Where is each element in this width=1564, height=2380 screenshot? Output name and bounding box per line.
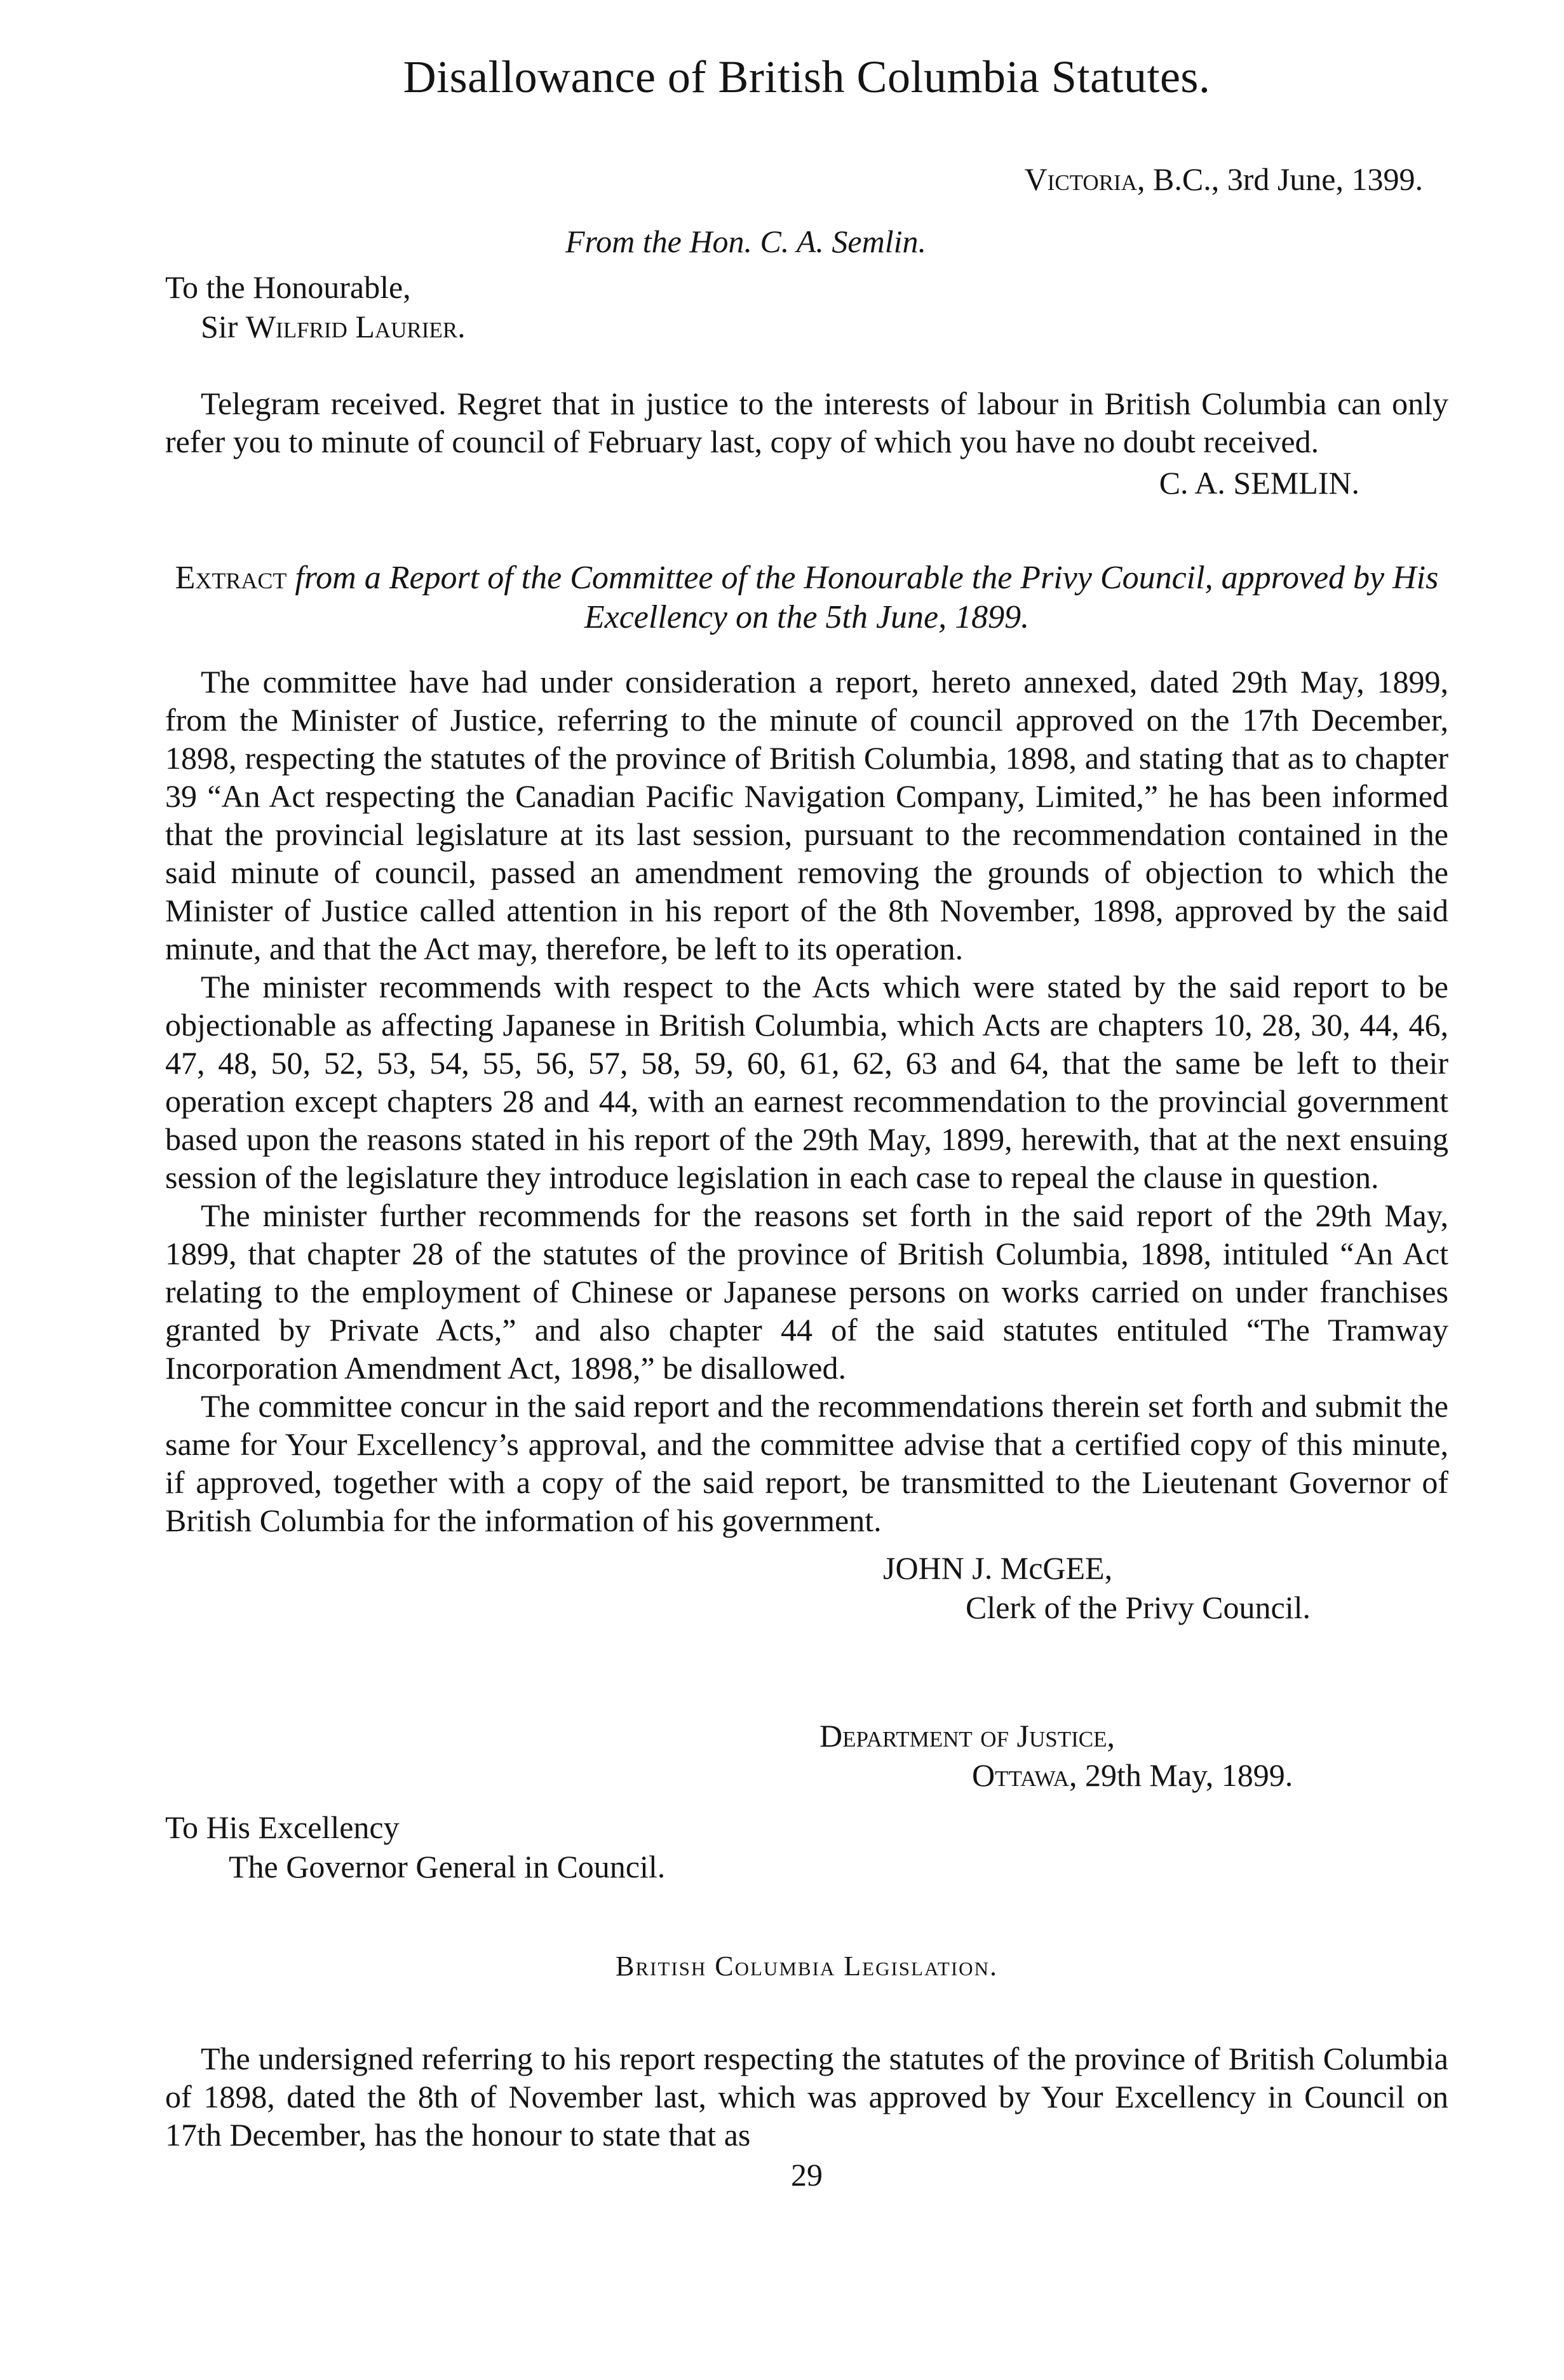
extract-heading (165, 558, 1448, 637)
addressee-name: Wilfrid Laurier. (245, 309, 466, 344)
extract-paragraph: The minister further recommends for the reasons set forth in the said report of the 29th May, 1899, that chapter 28 of the statutes of the province of British Columbia, 1898, intituled “An Act relating to the employment of Chinese or Japanese persons on works carried on under franchises granted by Private Acts,” and also chapter 44 of the said statutes entituled “The Tramway Incorporation Amendment Act, 1898,” be disallowed. (165, 1198, 1448, 1386)
addressee-prefix: Sir (201, 309, 246, 344)
running-title: Disallowance of British Columbia Statutes. (403, 51, 1211, 102)
page-number: 29 (791, 2157, 823, 2193)
department-to-line-1: To His Excellency (165, 1809, 400, 1845)
department-header (819, 1716, 1448, 1795)
department-date-rest: , 29th May, 1899. (1069, 1757, 1293, 1793)
clerk-name: JOHN J. McGEE, (883, 1550, 1113, 1586)
department-date (819, 1755, 1448, 1795)
section-paragraph: The undersigned referring to his report respecting the statutes of the province of British Columbia of 1898, dated the 8th of November last, which was approved by Your Excellency in Council on 17th December, has the honour to state that as (165, 2041, 1448, 2153)
addressee-line-1: To the Honourable, (165, 269, 411, 305)
extract-paragraph: The minister recommends with respect to the Acts which were stated by the said report to be objectionable as affecting Japanese in British Columbia, which Acts are chapters 10, 28, 30, 44, 46, 47, 48, 50, 52, 53, 54, 55, 56, 57, 58, 59, 60, 61, 62, 63 and 64, that the same be left to their operation except chapters 28 and 44, with an earnest recommendation to the provincial government based upon the reasons stated in his report of the 29th May, 1899, herewith, that at the next ensuing session of the legislature they introduce legislation in each case to repeal the clause in question. (165, 969, 1448, 1195)
extract-heading-lead: Extract (175, 560, 287, 596)
clerk-signature (883, 1548, 1448, 1627)
section-heading: British Columbia Legislation. (616, 1951, 998, 1982)
telegram-from: From the Hon. C. A. Semlin. (565, 224, 927, 259)
telegram-place: Victoria (1024, 161, 1137, 197)
department-addressee (165, 1808, 1448, 1886)
department-place: Ottawa (972, 1757, 1069, 1793)
department-to-line-2: The Governor General in Council. (229, 1849, 666, 1884)
extract-heading-text: from a Report of the Committee of the Honourable the Privy Council, approved by His Excellency on the 5th June, 1899. (287, 560, 1439, 635)
extract-body (165, 663, 1448, 1539)
telegram-addressee (165, 267, 1448, 346)
addressee-line-2 (165, 307, 1448, 346)
telegram-signature: C. A. SEMLIN. (1159, 465, 1359, 501)
clerk-title: Clerk of the Privy Council. (966, 1590, 1311, 1625)
extract-paragraph: The committee have had under consideration a report, hereto annexed, dated 29th May, 1899, from the Minister of Justice, referring to the minute of council approved on the 17th December, 1898, respecting the statutes of the province of British Columbia, 1898, and stating that as to chapter 39 “An Act respecting the Canadian Pacific Navigation Company, Limited,” he has been informed that the provincial legislature at its last session, pursuant to the recommendation contained in the said minute of council, passed an amendment removing the grounds of objection to which the Minister of Justice called attention in his report of the 8th November, 1898, approved by the said minute, and that the Act may, therefore, be left to its operation. (165, 664, 1448, 966)
telegram-date (165, 161, 1448, 198)
extract-paragraph: The committee concur in the said report and the recommendations therein set forth and submit the same for Your Excellency’s approval, and the committee advise that a certified copy of this minute, if approved, together with a copy of the said report, be transmitted to the Lieutenant Governor of British Columbia for the information of his government. (165, 1388, 1448, 1538)
telegram-body: Telegram received. Regret that in justice to the interests of labour in British Columbia can only refer you to minute of council of February last, copy of which you have no doubt received. (165, 386, 1448, 459)
document-page (165, 38, 1448, 2193)
department-name: Department of Justice, (819, 1718, 1115, 1754)
telegram-date-rest: , B.C., 3rd June, 1399. (1137, 161, 1423, 197)
